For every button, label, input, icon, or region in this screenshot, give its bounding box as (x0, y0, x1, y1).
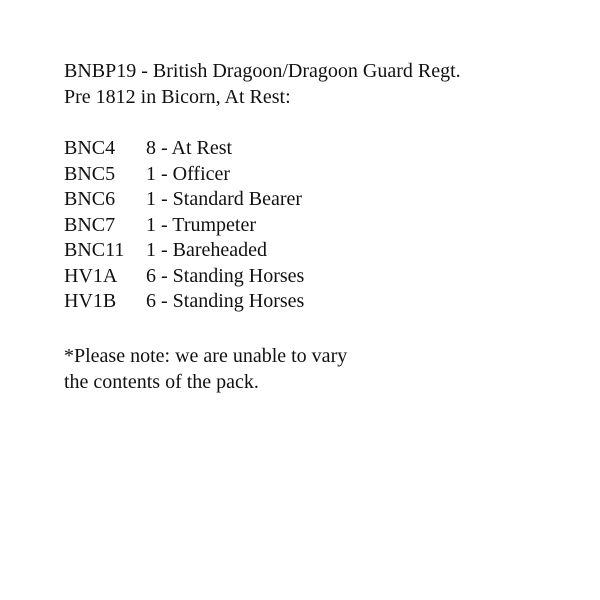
note-line-2: the contents of the pack. (64, 370, 259, 393)
item-description: 1 - Officer (146, 162, 231, 185)
item-code: BNC4 (64, 137, 116, 159)
item-code: BNC5 (64, 162, 116, 185)
item-description: 1 - Standard Bearer (146, 188, 303, 210)
item-code: HV1B (64, 290, 117, 312)
list-item (64, 136, 574, 162)
pack-contents-list (64, 136, 574, 315)
item-code: BNC11 (64, 239, 125, 261)
item-description: 8 - At Rest (146, 137, 233, 159)
list-item (64, 213, 574, 239)
pack-header (64, 58, 574, 110)
item-description: 6 - Standing Horses (146, 264, 305, 287)
item-description: 6 - Standing Horses (146, 290, 305, 312)
list-item (64, 264, 574, 290)
list-item (64, 289, 574, 315)
item-code: BNC7 (64, 213, 116, 236)
list-item (64, 187, 574, 213)
list-item (64, 162, 574, 188)
pack-note (64, 343, 574, 395)
item-code: BNC6 (64, 188, 116, 210)
pack-title: BNBP19 - British Dragoon/Dragoon Guard Regt. (64, 60, 461, 82)
list-item (64, 238, 574, 264)
note-line-1: *Please note: we are unable to vary (64, 344, 348, 367)
pack-subtitle: Pre 1812 in Bicorn, At Rest: (64, 86, 291, 108)
pack-description (64, 58, 574, 395)
item-description: 1 - Bareheaded (146, 239, 268, 261)
item-code: HV1A (64, 264, 118, 287)
item-description: 1 - Trumpeter (146, 213, 256, 236)
